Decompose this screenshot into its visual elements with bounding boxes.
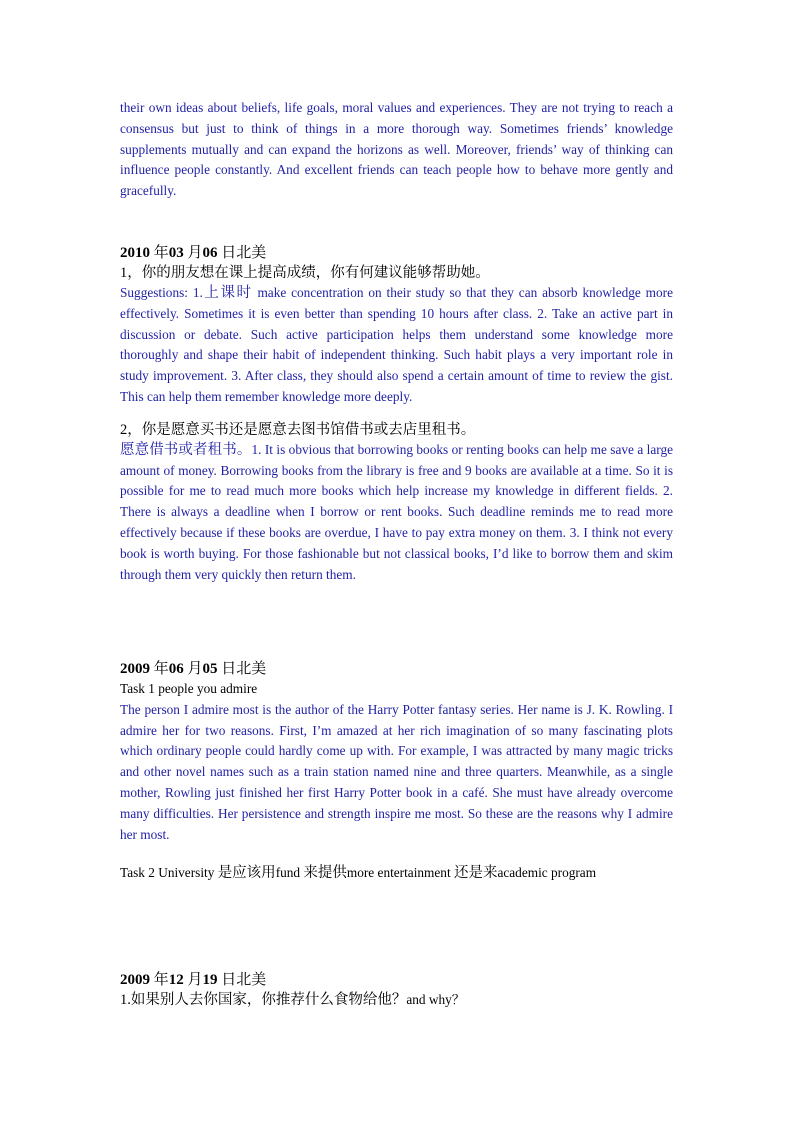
heading-month: 12 <box>168 972 184 988</box>
task2-part: academic program <box>497 865 597 881</box>
heading-month-unit: 月 <box>187 972 203 988</box>
task2-part: more entertainment <box>346 865 451 881</box>
question-text: 1.如果别人去你国家，你推荐什么食物给他？ <box>120 992 407 1008</box>
heading-month-unit: 月 <box>187 661 203 677</box>
heading-day: 19 <box>202 972 218 988</box>
task2-part: 来提供 <box>303 865 347 882</box>
answer-text: make concentration on their study so that they can absorb knowledge more effectively. Sometimes it is even better than spending 10 hours after class. 2. Take an active part in discussion or debate. Such active participation helps them understand some knowledge more thoroughly and shape their habit of independent thinking. Such habit plays a very important role in study improvement. 3. After class, they should also spend a certain amount of time to review the gist. This can help them remember knowledge more deeply. <box>120 285 673 404</box>
section-heading <box>120 970 673 990</box>
heading-year: 2010 <box>120 245 150 261</box>
question-prompt <box>120 990 673 1010</box>
heading-month: 06 <box>168 661 184 677</box>
heading-day: 05 <box>202 661 218 677</box>
heading-year-unit: 年 <box>153 972 169 988</box>
question-prompt: 1，你的朋友想在课上提高成绩，你有何建议能够帮助她。 <box>120 265 490 281</box>
answer-lead-cn: 上课时 <box>202 285 253 301</box>
heading-year-unit: 年 <box>153 245 169 261</box>
task2-part: 还是来 <box>453 865 498 882</box>
task-prompt-2 <box>120 863 673 884</box>
heading-day: 06 <box>202 245 218 261</box>
section-2009-12 <box>120 970 673 1010</box>
task-prompt: Task 1 people you admire <box>120 681 258 696</box>
answer-lead-cn: 愿意借书或者租书。 <box>120 441 252 458</box>
answer-paragraph: The person I admire most is the author of the Harry Potter fantasy series. Her name is J. K. Rowling. I admire her for two reasons. First, I’m amazed at her rich imagination of so many fascinating plots which ordinary people could hardly come up with. For example, I was attracted by many magic tricks and other novel names such as a train station named nine and three quarters. Meanwhile, as a single mother, Rowling just finished her first Harry Potter book in a café. She must have already overcome many difficulties. Her persistence and strength inspire me most. So these are the reasons why I admire her most. <box>120 701 673 842</box>
section-heading <box>120 659 673 679</box>
answer-paragraph <box>120 283 673 408</box>
section-2010 <box>120 243 673 585</box>
intro-paragraph: their own ideas about beliefs, life goals, moral values and experiences. They are not trying to reach a consensus but just to think of things in a more thorough way. Sometimes friends’ knowledge supplements mutually and can expand the horizons as well. Moreover, friends’ way of thinking can influence people constantly. And excellent friends can teach people how to behave more gently and gracefully. <box>120 100 673 199</box>
answer-lead: Suggestions: 1. <box>120 285 203 300</box>
question-tail: and why？ <box>406 992 466 1007</box>
heading-day-unit: 日北美 <box>221 661 267 677</box>
question-prompt: 2，你是愿意买书还是愿意去图书馆借书或去店里租书。 <box>120 421 476 438</box>
heading-month-unit: 月 <box>187 245 203 261</box>
heading-month: 03 <box>168 245 184 261</box>
answer-text: 1. It is obvious that borrowing books or renting books can help me save a large amount of money. Borrowing books from the library is free and 9 books are available at a time. So it is possible for me to read much more books which help increase my knowledge in different fields. 2. There is always a deadline when I borrow or rent books. Such deadline reminds me to read more effectively because if these books are overdue, I have to pay extra money on them. 3. I think not every book is worth buying. For those fashionable but not classical books, I’d like to borrow them and skim through them very quickly then return them. <box>120 441 673 582</box>
task2-part: fund <box>275 865 301 881</box>
intro-section <box>120 98 673 202</box>
heading-year-unit: 年 <box>153 661 169 677</box>
answer-paragraph <box>120 440 673 586</box>
section-heading <box>120 243 673 263</box>
heading-year: 2009 <box>120 972 150 988</box>
heading-year: 2009 <box>120 661 150 677</box>
section-2009-06 <box>120 659 673 884</box>
task2-part: 是应该用 <box>217 865 276 882</box>
heading-day-unit: 日北美 <box>221 245 267 261</box>
heading-day-unit: 日北美 <box>221 972 267 988</box>
task2-part: Task 2 University <box>120 865 215 881</box>
